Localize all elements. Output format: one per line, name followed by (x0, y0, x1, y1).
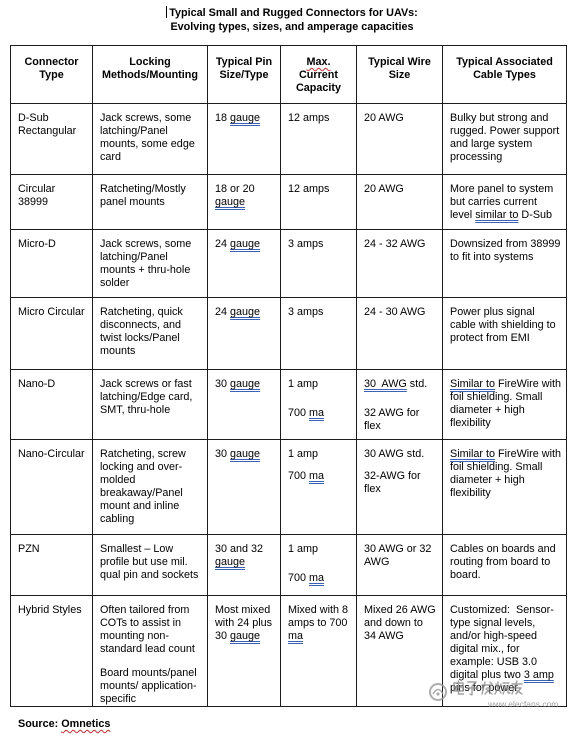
cable-type-cell (443, 440, 567, 535)
connector-type-header (11, 46, 93, 104)
cell-text: 32-AWG for flex (364, 470, 421, 495)
wire-size-cell (357, 596, 443, 707)
cell-paragraph (450, 238, 563, 264)
cell-paragraph (18, 604, 89, 617)
locking-method-header (93, 46, 208, 104)
grammar-flagged-text: 3 amp (523, 669, 554, 681)
cell-text: Mixed with 8 amps to 700 (288, 604, 349, 629)
cell-paragraph (215, 306, 277, 319)
connector-type-cell (11, 535, 93, 596)
connector-type-cell (11, 298, 93, 370)
locking-method-cell (93, 230, 208, 298)
cell-paragraph (288, 183, 353, 196)
grammar-flagged-text: gauge (230, 238, 261, 250)
cell-paragraph (18, 112, 89, 138)
cell-paragraph (364, 470, 439, 496)
cell-paragraph (288, 572, 353, 585)
cell-paragraph (215, 378, 277, 391)
cell-text: 1 amp (288, 543, 319, 555)
text-cursor (166, 6, 167, 18)
cell-text: std. (406, 378, 428, 390)
max-current-cell (281, 175, 357, 230)
cell-text: Typical Pin Size/Type (215, 56, 273, 81)
cell-paragraph (18, 306, 89, 319)
table-body (11, 104, 567, 707)
grammar-flagged-text: gauge (230, 630, 261, 642)
cell-text: Circular 38999 (18, 183, 56, 208)
cell-text: Ratcheting, screw locking and over- molded breakaway/Panel mount and inline cabling (100, 448, 186, 525)
max-current-cell (281, 298, 357, 370)
cell-paragraph (288, 604, 353, 643)
cable-type-cell (443, 230, 567, 298)
grammar-flagged-text: ma (309, 572, 325, 584)
cable-type-cell (443, 175, 567, 230)
cell-text: 3 amps (288, 238, 324, 250)
cell-paragraph (100, 112, 204, 164)
wire-size-cell (357, 104, 443, 175)
cell-paragraph (215, 112, 277, 125)
pin-size-header (208, 46, 281, 104)
cell-text: 12 amps (288, 112, 330, 124)
wire-size-cell (357, 440, 443, 535)
cell-text: Mixed 26 AWG and down to 34 AWG (364, 604, 436, 642)
wire-size-cell (357, 535, 443, 596)
table-row (11, 175, 567, 230)
grammar-flagged-text: gauge (230, 378, 261, 390)
cell-text: 700 (288, 572, 310, 584)
table-row (11, 370, 567, 440)
cell-text: Jack screws, some latching/Panel mounts + thru-hole solder (100, 238, 192, 289)
cell-paragraph (100, 306, 204, 358)
connector-type-cell (11, 175, 93, 230)
table-row (11, 230, 567, 298)
cable-type-cell (443, 535, 567, 596)
cell-text: Micro Circular (18, 306, 85, 318)
source-label: Source: (18, 718, 59, 730)
cable-type-cell (443, 370, 567, 440)
max-current-cell (281, 440, 357, 535)
cell-paragraph (100, 183, 204, 209)
cell-text: Connector Type (24, 56, 79, 81)
cell-text: 3 amps (288, 306, 324, 318)
cell-paragraph (450, 448, 563, 500)
cell-text: Jack screws, some latching/Panel mounts, some edge card (100, 112, 195, 163)
cell-text: Nano-D (18, 378, 56, 390)
pin-size-cell (208, 535, 281, 596)
source-line (18, 717, 110, 731)
wire-size-cell (357, 298, 443, 370)
cell-paragraph (100, 543, 204, 582)
max-current-cell (281, 370, 357, 440)
title-line-1-text: Typical Small and Rugged Connectors for UAVs: (169, 7, 418, 19)
cell-text: FireWire with foil shielding. Small diameter + high flexibility (450, 378, 561, 429)
cell-text: 30 AWG std. (364, 448, 425, 460)
cell-paragraph (288, 543, 353, 556)
cell-paragraph (215, 543, 277, 569)
grammar-flagged-text: ma (309, 407, 325, 419)
cell-text: FireWire with foil shielding. Small diameter + high flexibility (450, 448, 561, 499)
table-header (11, 46, 567, 104)
cell-text: 30 and 32 (215, 543, 264, 555)
cell-paragraph (364, 604, 439, 643)
cell-text: Micro-D (18, 238, 56, 250)
cell-text: More panel to system but carries current level (450, 183, 554, 221)
cell-paragraph (18, 378, 89, 391)
cable-type-cell (443, 104, 567, 175)
cell-text: D-Sub (518, 209, 553, 221)
cell-text: 700 (288, 470, 310, 482)
cell-paragraph (288, 306, 353, 319)
cell-text: Hybrid Styles (18, 604, 82, 616)
connector-type-cell (11, 370, 93, 440)
document-title (16, 6, 568, 34)
cell-text: Typical Associated Cable Types (456, 56, 553, 81)
grammar-flagged-text: similar to (475, 209, 519, 221)
cell-paragraph (364, 112, 439, 125)
pin-size-cell (208, 104, 281, 175)
pin-size-cell (208, 298, 281, 370)
title-line-2: Evolving types, sizes, and amperage capacities (170, 21, 414, 33)
max-current-cell (281, 535, 357, 596)
grammar-flagged-text: Similar to (450, 448, 495, 460)
cell-text: Power plus signal cable with shielding to protect from EMI (450, 306, 556, 344)
cell-text: 18 or 20 (215, 183, 255, 195)
locking-method-cell (93, 175, 208, 230)
grammar-flagged-text: gauge (215, 556, 246, 568)
cell-text: Cables on boards and routing from board to board. (450, 543, 556, 581)
locking-method-cell (93, 370, 208, 440)
cell-text: pins for power (450, 682, 518, 694)
cell-paragraph (100, 667, 204, 706)
cell-text: Nano-Circular (18, 448, 85, 460)
grammar-flagged-text: ma (288, 630, 303, 642)
cell-paragraph (288, 407, 353, 420)
table-header-row (11, 46, 567, 104)
cell-paragraph (18, 238, 89, 251)
cell-paragraph (100, 378, 204, 417)
table-row (11, 298, 567, 370)
max-current-cell (281, 596, 357, 707)
wire-size-header (357, 46, 443, 104)
cell-text: PZN (18, 543, 40, 555)
cell-paragraph (364, 238, 439, 251)
cable-type-cell (443, 596, 567, 707)
cell-paragraph (364, 378, 439, 391)
cell-paragraph (215, 238, 277, 251)
cell-paragraph (450, 306, 563, 345)
cell-paragraph (364, 183, 439, 196)
cell-paragraph (450, 604, 563, 695)
cell-paragraph (100, 604, 204, 656)
cell-paragraph (450, 183, 563, 222)
cell-text: 32 AWG for flex (364, 407, 420, 432)
title-line-1 (16, 6, 568, 20)
cell-text: Ratcheting/Mostly panel mounts (100, 183, 186, 208)
max-current-cell (281, 230, 357, 298)
cell-text: 24 - 30 AWG (364, 306, 426, 318)
wire-size-cell (357, 175, 443, 230)
cell-text: 700 (288, 407, 310, 419)
grammar-flagged-text: gauge (230, 448, 261, 460)
cell-paragraph (364, 448, 439, 461)
cell-paragraph (364, 543, 439, 569)
cell-paragraph (100, 448, 204, 526)
cell-paragraph (18, 448, 89, 461)
cell-text: 30 (215, 378, 231, 390)
cell-text: Board mounts/panel mounts/ application- specific (100, 667, 197, 705)
cell-paragraph (288, 470, 353, 483)
cell-text: Bulky but strong and rugged. Power support and large system processing (450, 112, 560, 163)
cell-text: 24 (215, 238, 231, 250)
cell-text: 24 (215, 306, 231, 318)
cell-text: 12 amps (288, 183, 330, 195)
pin-size-cell (208, 370, 281, 440)
table-row (11, 440, 567, 535)
cell-text: Ratcheting, quick disconnects, and twist locks/Panel mounts (100, 306, 183, 357)
cell-paragraph (215, 604, 277, 643)
cell-text: Typical Wire Size (368, 56, 431, 81)
cell-paragraph (288, 448, 353, 461)
cable-type-header (443, 46, 567, 104)
cell-text: Jack screws or fast latching/Edge card, SMT, thru-hole (100, 378, 193, 416)
grammar-flagged-text: gauge (230, 306, 261, 318)
source-value: Omnetics (61, 718, 111, 730)
connector-comparison-table (10, 45, 567, 707)
cell-text: Locking Methods/Mounting (102, 56, 198, 81)
pin-size-cell (208, 230, 281, 298)
connector-type-cell (11, 440, 93, 535)
locking-method-cell (93, 298, 208, 370)
locking-method-cell (93, 596, 208, 707)
cell-text: D-Sub Rectangular (18, 112, 77, 137)
connector-type-cell (11, 104, 93, 175)
connector-type-cell (11, 230, 93, 298)
cell-text: 30 AWG or 32 AWG (364, 543, 432, 568)
pin-size-cell (208, 440, 281, 535)
grammar-flagged-text: 30 AWG (364, 378, 407, 390)
max-current-cell (281, 104, 357, 175)
watermark-url: www.elecfans.com (488, 699, 559, 709)
cell-paragraph (288, 112, 353, 125)
pin-size-cell (208, 175, 281, 230)
cell-paragraph (364, 306, 439, 319)
wire-size-cell (357, 230, 443, 298)
cell-paragraph (18, 183, 89, 209)
locking-method-cell (93, 104, 208, 175)
cell-text: 30 (215, 448, 231, 460)
locking-method-cell (93, 440, 208, 535)
cell-paragraph (288, 378, 353, 391)
cell-paragraph (18, 543, 89, 556)
connector-type-cell (11, 596, 93, 707)
cell-text: Customized: Sensor- type signal levels, and/or high-speed digital mix., for example: USB 3.0 digital plus two (450, 604, 554, 681)
cell-paragraph (100, 238, 204, 290)
spellcheck-flagged-text: Max. (306, 56, 331, 68)
cell-text: 24 - 32 AWG (364, 238, 426, 250)
grammar-flagged-text: gauge (230, 112, 261, 124)
cell-text: Often tailored from COTs to assist in mounting non- standard lead count (100, 604, 195, 655)
table-row (11, 535, 567, 596)
cell-text: Smallest – Low profile but use mil. qual pin and sockets (100, 543, 199, 581)
cell-text: Most mixed with 24 plus 30 (215, 604, 273, 642)
cell-paragraph (215, 448, 277, 461)
cell-text: Downsized from 38999 to fit into systems (450, 238, 561, 263)
wire-size-cell (357, 370, 443, 440)
cell-paragraph (450, 112, 563, 164)
cell-paragraph (215, 183, 277, 209)
grammar-flagged-text: ma (309, 470, 325, 482)
grammar-flagged-text: gauge (215, 196, 246, 208)
table-row (11, 104, 567, 175)
cell-paragraph (364, 407, 439, 433)
locking-method-cell (93, 535, 208, 596)
cell-text: 1 amp (288, 448, 319, 460)
max-current-header (281, 46, 357, 104)
pin-size-cell (208, 596, 281, 707)
cell-text: 1 amp (288, 378, 319, 390)
cell-paragraph (450, 378, 563, 430)
table-row (11, 596, 567, 707)
cell-paragraph (450, 543, 563, 582)
cell-text: Current Capacity (295, 69, 341, 94)
cable-type-cell (443, 298, 567, 370)
cell-text: 20 AWG (364, 183, 404, 195)
grammar-flagged-text: Similar to (450, 378, 495, 390)
cell-paragraph (288, 238, 353, 251)
cell-text: 18 (215, 112, 231, 124)
cell-text: 20 AWG (364, 112, 404, 124)
